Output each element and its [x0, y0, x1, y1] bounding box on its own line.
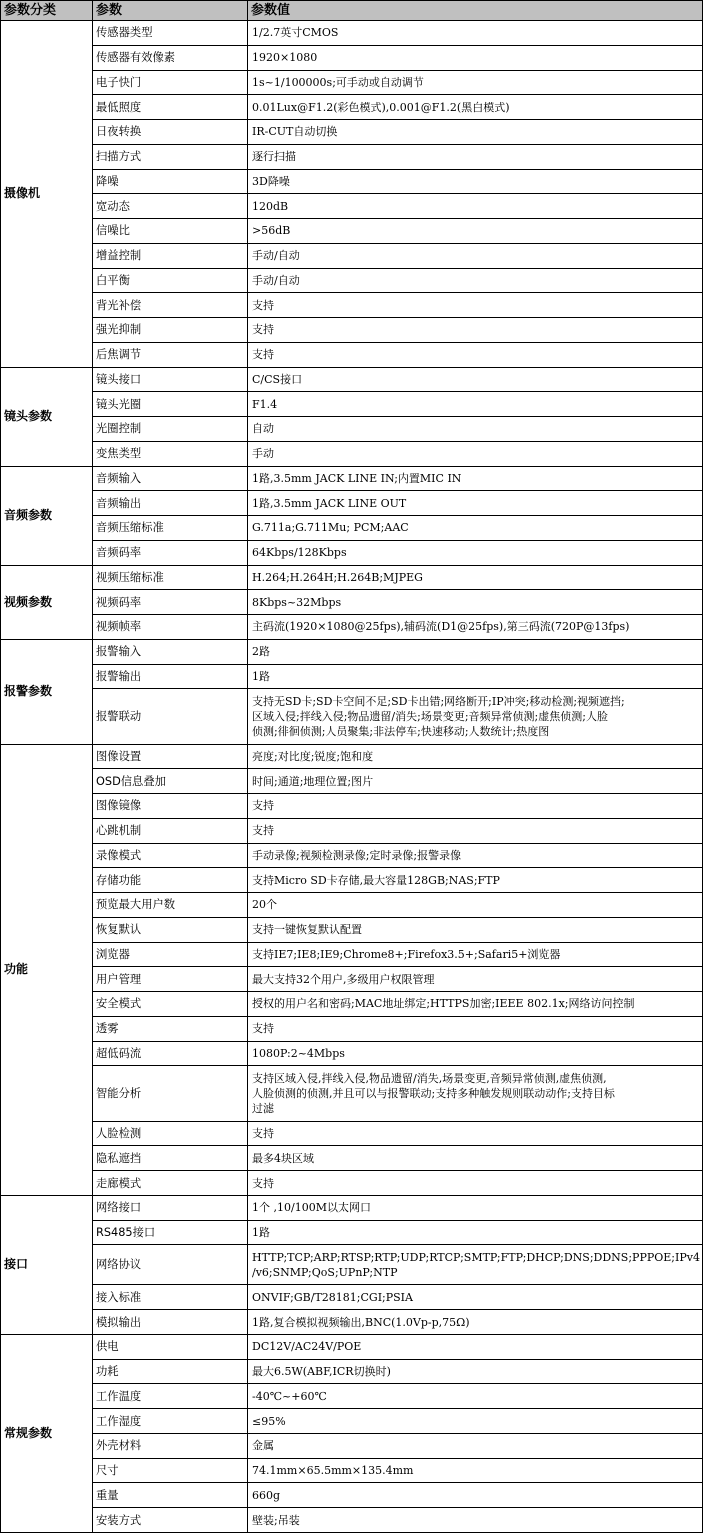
param-value-cell: 1路,复合模拟视频输出,BNC(1.0Vp-p,75Ω) — [248, 1310, 703, 1335]
table-row — [1, 769, 703, 794]
param-name-cell: OSD信息叠加 — [93, 769, 248, 794]
param-name-cell: 重量 — [93, 1483, 248, 1508]
param-value-cell: 支持一键恢复默认配置 — [248, 917, 703, 942]
param-name-cell: 视频码率 — [93, 590, 248, 615]
table-row — [1, 917, 703, 942]
param-value-cell: 1路,3.5mm JACK LINE IN;内置MIC IN — [248, 466, 703, 491]
param-name-cell: 恢复默认 — [93, 917, 248, 942]
table-row — [1, 540, 703, 565]
param-value-cell: ≤95% — [248, 1409, 703, 1434]
table-row — [1, 392, 703, 417]
table-row — [1, 95, 703, 120]
param-name-cell: 背光补偿 — [93, 293, 248, 318]
table-row — [1, 664, 703, 689]
param-value-cell: IR-CUT自动切换 — [248, 120, 703, 145]
param-value-cell: 支持IE7;IE8;IE9;Chrome8+;Firefox3.5+;Safari5+浏览器 — [248, 942, 703, 967]
param-name-cell: 视频压缩标准 — [93, 565, 248, 590]
table-row — [1, 1508, 703, 1533]
param-name-cell: 网络接口 — [93, 1195, 248, 1220]
param-name-cell: 走廊模式 — [93, 1171, 248, 1196]
param-value-cell: 支持 — [248, 1016, 703, 1041]
param-name-cell: 音频输入 — [93, 466, 248, 491]
param-name-cell: 传感器有效像素 — [93, 45, 248, 70]
param-name-cell: 信噪比 — [93, 219, 248, 244]
param-value-cell: >56dB — [248, 219, 703, 244]
param-name-cell: 视频帧率 — [93, 615, 248, 640]
param-value-cell: 74.1mm×65.5mm×135.4mm — [248, 1458, 703, 1483]
param-value-cell: 3D降噪 — [248, 169, 703, 194]
param-value-cell: 手动/自动 — [248, 268, 703, 293]
table-row — [1, 1066, 703, 1121]
param-value-cell: 手动录像;视频检测录像;定时录像;报警录像 — [248, 843, 703, 868]
param-name-cell: 日夜转换 — [93, 120, 248, 145]
table-row — [1, 194, 703, 219]
table-row — [1, 1483, 703, 1508]
header-row — [1, 1, 703, 21]
param-value-cell: 1920×1080 — [248, 45, 703, 70]
param-name-cell: 存储功能 — [93, 868, 248, 893]
table-row — [1, 1384, 703, 1409]
table-row — [1, 516, 703, 541]
param-name-cell: 心跳机制 — [93, 818, 248, 843]
table-row — [1, 144, 703, 169]
param-name-cell: 用户管理 — [93, 967, 248, 992]
param-name-cell: 透雾 — [93, 1016, 248, 1041]
param-name-cell: 镜头光圈 — [93, 392, 248, 417]
param-name-cell: 录像模式 — [93, 843, 248, 868]
table-row — [1, 417, 703, 442]
category-cell: 常规参数 — [1, 1334, 93, 1532]
param-name-cell: 传感器类型 — [93, 21, 248, 46]
table-row — [1, 794, 703, 819]
table-row — [1, 293, 703, 318]
param-name-cell: 图像设置 — [93, 744, 248, 769]
param-value-cell: 手动 — [248, 441, 703, 466]
param-value-cell: 壁装;吊装 — [248, 1508, 703, 1533]
category-cell: 音频参数 — [1, 466, 93, 565]
param-name-cell: 智能分析 — [93, 1066, 248, 1121]
param-name-cell: 后焦调节 — [93, 342, 248, 367]
header-category: 参数分类 — [1, 1, 93, 21]
param-value-cell: 支持区域入侵,拌线入侵,物品遗留/消失,场景变更,音频异常侦测,虚焦侦测, 人脸侦测的侦测,并且可以与报警联动;支持多种触发规则联动动作;支持目标 过滤 — [248, 1066, 703, 1121]
param-value-cell: 最多4块区域 — [248, 1146, 703, 1171]
category-cell: 摄像机 — [1, 21, 93, 368]
param-name-cell: 变焦类型 — [93, 441, 248, 466]
param-value-cell: 1080P:2~4Mbps — [248, 1041, 703, 1066]
table-row — [1, 967, 703, 992]
table-row — [1, 318, 703, 343]
table-row — [1, 942, 703, 967]
table-row — [1, 1334, 703, 1359]
table-row — [1, 1285, 703, 1310]
param-value-cell: 支持 — [248, 1121, 703, 1146]
param-value-cell: HTTP;TCP;ARP;RTSP;RTP;UDP;RTCP;SMTP;FTP;DHCP;DNS;DDNS;PPPOE;IPv4 /v6;SNMP;QoS;UPnP;NTP — [248, 1245, 703, 1285]
table-row — [1, 441, 703, 466]
category-cell: 功能 — [1, 744, 93, 1195]
table-row — [1, 70, 703, 95]
param-name-cell: 增益控制 — [93, 243, 248, 268]
param-name-cell: 电子快门 — [93, 70, 248, 95]
category-cell: 视频参数 — [1, 565, 93, 639]
table-row — [1, 169, 703, 194]
param-value-cell: C/CS接口 — [248, 367, 703, 392]
param-name-cell: 预览最大用户数 — [93, 893, 248, 918]
param-name-cell: 报警输出 — [93, 664, 248, 689]
param-value-cell: 8Kbps~32Mbps — [248, 590, 703, 615]
param-value-cell: 1个 ,10/100M以太网口 — [248, 1195, 703, 1220]
param-name-cell: 功耗 — [93, 1359, 248, 1384]
param-name-cell: 音频码率 — [93, 540, 248, 565]
param-value-cell: 逐行扫描 — [248, 144, 703, 169]
table-row — [1, 689, 703, 744]
table-row — [1, 639, 703, 664]
table-row — [1, 1041, 703, 1066]
table-row — [1, 1359, 703, 1384]
table-row — [1, 466, 703, 491]
header-param: 参数 — [93, 1, 248, 21]
table-row — [1, 1433, 703, 1458]
param-name-cell: 尺寸 — [93, 1458, 248, 1483]
param-name-cell: 白平衡 — [93, 268, 248, 293]
param-name-cell: 报警输入 — [93, 639, 248, 664]
param-name-cell: 安装方式 — [93, 1508, 248, 1533]
table-row — [1, 893, 703, 918]
param-name-cell: 供电 — [93, 1334, 248, 1359]
param-value-cell: 2路 — [248, 639, 703, 664]
param-value-cell: 64Kbps/128Kbps — [248, 540, 703, 565]
param-name-cell: 外壳材料 — [93, 1433, 248, 1458]
param-value-cell: 时间;通道;地理位置;图片 — [248, 769, 703, 794]
param-value-cell: 支持Micro SD卡存储,最大容量128GB;NAS;FTP — [248, 868, 703, 893]
table-row — [1, 21, 703, 46]
param-value-cell: 自动 — [248, 417, 703, 442]
param-value-cell: F1.4 — [248, 392, 703, 417]
table-row — [1, 367, 703, 392]
param-name-cell: 隐私遮挡 — [93, 1146, 248, 1171]
param-value-cell: 支持无SD卡;SD卡空间不足;SD卡出错;网络断开;IP冲突;移动检测;视频遮挡; 区域入侵;拌线入侵;物品遗留/消失;场景变更;音频异常侦测;虚焦侦测;人脸 侦测;徘徊侦测;人员聚集;非法停车;快速移动;人数统计;热度图 — [248, 689, 703, 744]
param-value-cell: 1s~1/100000s;可手动或自动调节 — [248, 70, 703, 95]
param-value-cell: 授权的用户名和密码;MAC地址绑定;HTTPS加密;IEEE 802.1x;网络访问控制 — [248, 992, 703, 1017]
table-row — [1, 342, 703, 367]
category-cell: 镜头参数 — [1, 367, 93, 466]
table-row — [1, 1458, 703, 1483]
table-row — [1, 615, 703, 640]
param-value-cell: 20个 — [248, 893, 703, 918]
param-value-cell: 支持 — [248, 342, 703, 367]
param-name-cell: 网络协议 — [93, 1245, 248, 1285]
param-name-cell: 模拟输出 — [93, 1310, 248, 1335]
param-value-cell: 1路,3.5mm JACK LINE OUT — [248, 491, 703, 516]
table-row — [1, 868, 703, 893]
table-row — [1, 1146, 703, 1171]
param-name-cell: 浏览器 — [93, 942, 248, 967]
table-row — [1, 992, 703, 1017]
param-value-cell: 660g — [248, 1483, 703, 1508]
param-value-cell: 1路 — [248, 1220, 703, 1245]
param-name-cell: 宽动态 — [93, 194, 248, 219]
table-row — [1, 744, 703, 769]
spec-body — [1, 21, 703, 1533]
param-value-cell: 最大6.5W(ABF,ICR切换时) — [248, 1359, 703, 1384]
table-row — [1, 219, 703, 244]
table-row — [1, 243, 703, 268]
category-cell: 报警参数 — [1, 639, 93, 744]
param-value-cell: 120dB — [248, 194, 703, 219]
param-value-cell: ONVIF;GB/T28181;CGI;PSIA — [248, 1285, 703, 1310]
param-name-cell: 接入标准 — [93, 1285, 248, 1310]
table-row — [1, 1310, 703, 1335]
param-value-cell: 0.01Lux@F1.2(彩色模式),0.001@F1.2(黑白模式) — [248, 95, 703, 120]
table-row — [1, 1409, 703, 1434]
param-value-cell: DC12V/AC24V/POE — [248, 1334, 703, 1359]
param-name-cell: 扫描方式 — [93, 144, 248, 169]
param-value-cell: 1路 — [248, 664, 703, 689]
table-row — [1, 565, 703, 590]
param-value-cell: 最大支持32个用户,多级用户权限管理 — [248, 967, 703, 992]
table-row — [1, 1121, 703, 1146]
header-value: 参数值 — [248, 1, 703, 21]
category-cell: 接口 — [1, 1195, 93, 1334]
table-row — [1, 1171, 703, 1196]
param-name-cell: 人脸检测 — [93, 1121, 248, 1146]
param-value-cell: G.711a;G.711Mu; PCM;AAC — [248, 516, 703, 541]
param-value-cell: H.264;H.264H;H.264B;MJPEG — [248, 565, 703, 590]
table-row — [1, 843, 703, 868]
param-name-cell: 图像镜像 — [93, 794, 248, 819]
table-row — [1, 491, 703, 516]
table-row — [1, 268, 703, 293]
param-value-cell: 主码流(1920×1080@25fps),辅码流(D1@25fps),第三码流(720P@13fps) — [248, 615, 703, 640]
param-name-cell: 强光抑制 — [93, 318, 248, 343]
param-value-cell: 支持 — [248, 794, 703, 819]
table-row — [1, 1016, 703, 1041]
param-value-cell: 亮度;对比度;锐度;饱和度 — [248, 744, 703, 769]
param-name-cell: 音频输出 — [93, 491, 248, 516]
param-value-cell: 支持 — [248, 1171, 703, 1196]
param-value-cell: 1/2.7英寸CMOS — [248, 21, 703, 46]
table-row — [1, 1245, 703, 1285]
table-row — [1, 818, 703, 843]
param-name-cell: 安全模式 — [93, 992, 248, 1017]
param-name-cell: 降噪 — [93, 169, 248, 194]
param-name-cell: 超低码流 — [93, 1041, 248, 1066]
param-name-cell: 光圈控制 — [93, 417, 248, 442]
param-value-cell: 金属 — [248, 1433, 703, 1458]
param-value-cell: 支持 — [248, 318, 703, 343]
param-value-cell: -40℃~+60℃ — [248, 1384, 703, 1409]
table-row — [1, 590, 703, 615]
param-name-cell: RS485接口 — [93, 1220, 248, 1245]
param-name-cell: 最低照度 — [93, 95, 248, 120]
table-row — [1, 120, 703, 145]
param-name-cell: 报警联动 — [93, 689, 248, 744]
param-value-cell: 支持 — [248, 818, 703, 843]
param-name-cell: 音频压缩标准 — [93, 516, 248, 541]
table-row — [1, 45, 703, 70]
table-row — [1, 1220, 703, 1245]
param-value-cell: 手动/自动 — [248, 243, 703, 268]
param-name-cell: 镜头接口 — [93, 367, 248, 392]
table-row — [1, 1195, 703, 1220]
param-value-cell: 支持 — [248, 293, 703, 318]
param-name-cell: 工作温度 — [93, 1384, 248, 1409]
param-name-cell: 工作湿度 — [93, 1409, 248, 1434]
